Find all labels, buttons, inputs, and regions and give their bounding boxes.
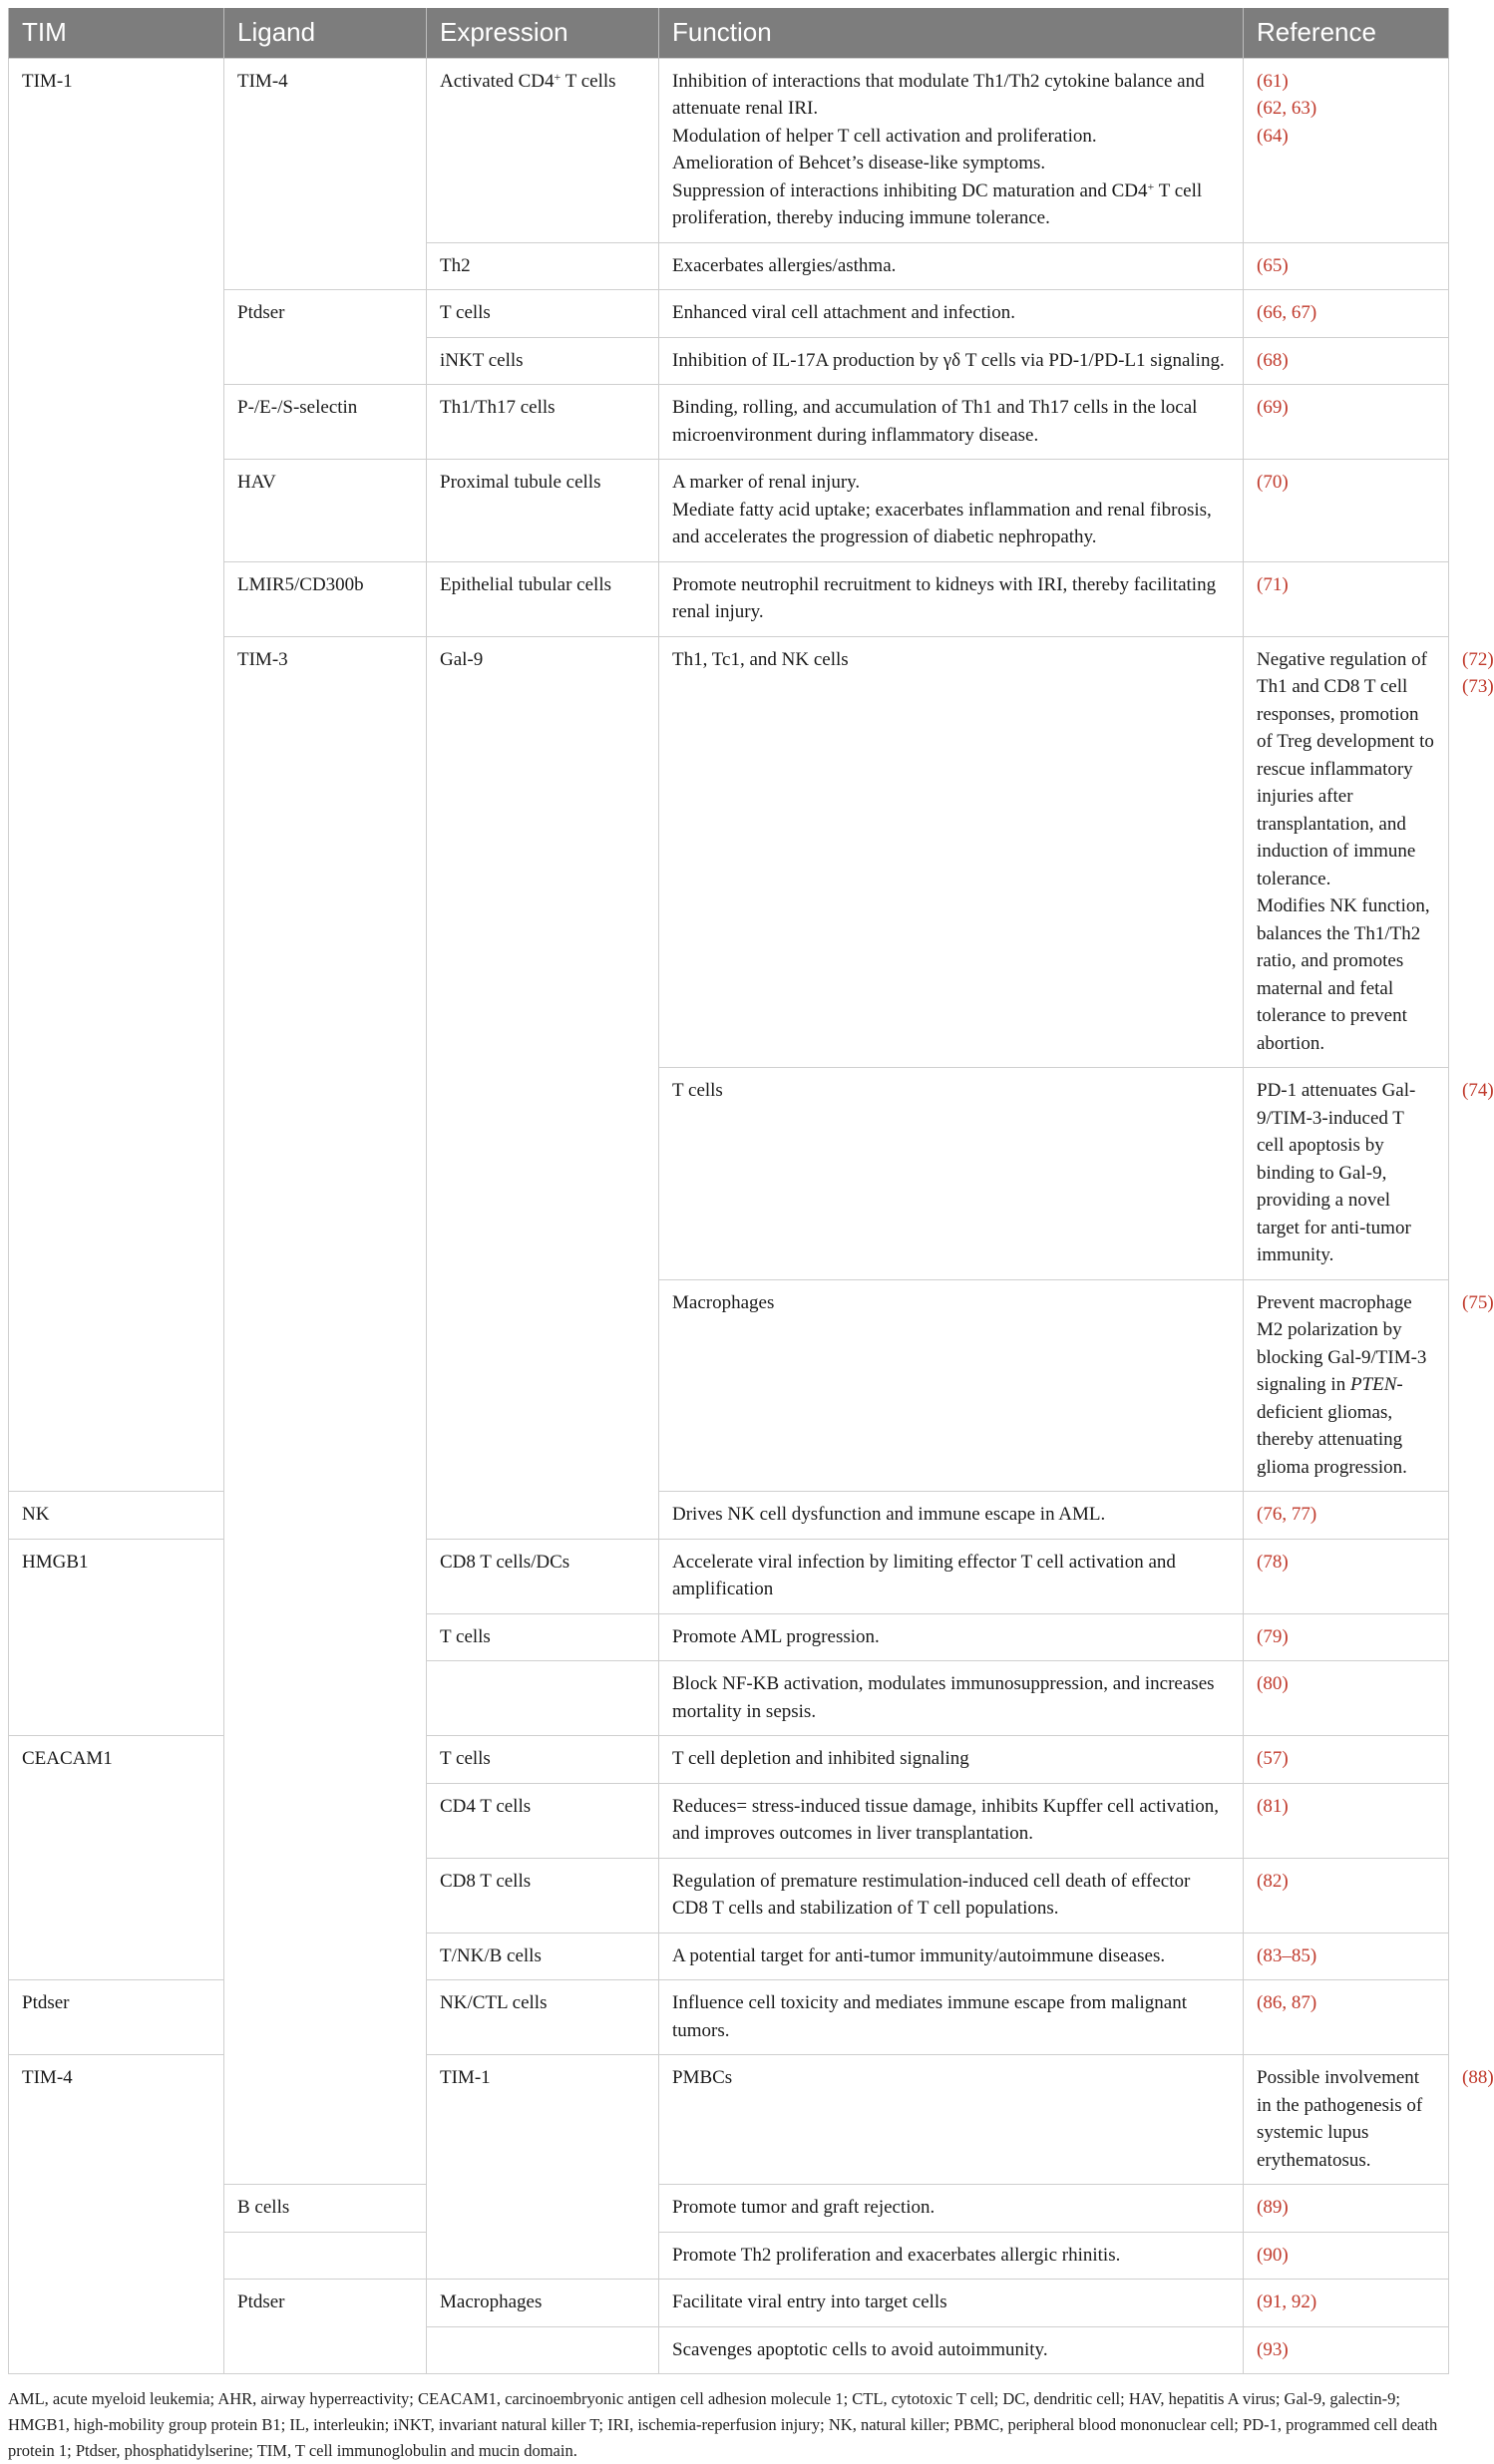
cell-reference [1244, 1736, 1449, 1784]
reference-link[interactable]: (71) [1257, 573, 1289, 595]
cell-reference [1244, 1858, 1449, 1933]
reference-link[interactable]: (91, 92) [1257, 2291, 1317, 2312]
reference-link[interactable]: (76, 77) [1257, 1504, 1317, 1525]
cell-expression: T/NK/B cells [427, 1933, 659, 1980]
reference-link[interactable]: (61) [1257, 70, 1289, 92]
function-line: Facilitate viral entry into target cells [672, 2291, 947, 2312]
cell-reference [1244, 2232, 1449, 2280]
cell-expression: NK [9, 1492, 224, 1540]
cell-expression: CD8 T cells/DCs [427, 1539, 659, 1613]
cell-ligand: CEACAM1 [9, 1736, 224, 1980]
cell-function [659, 1736, 1244, 1784]
cell-reference [1244, 2280, 1449, 2327]
table-row [9, 2232, 1449, 2280]
reference-link[interactable]: (80) [1257, 1673, 1289, 1694]
cell-function [659, 1783, 1244, 1858]
table-row: TIM-4 TIM-1 PMBCs Possible involvement in the pathogenesis of systemic lupus erythematosus. (88) [9, 2055, 1449, 2185]
table-row [9, 58, 1449, 242]
cell-ligand: HAV [224, 460, 427, 562]
cell-expression: Th2 [427, 242, 659, 290]
cell-function [659, 58, 1244, 242]
reference-link[interactable]: (66, 67) [1257, 302, 1317, 323]
cell-reference [1244, 290, 1449, 338]
reference-link[interactable]: (78) [1257, 1551, 1289, 1573]
table-row [9, 561, 1449, 636]
function-line: Possible involvement in the pathogenesis of systemic lupus erythematosus. [1257, 2067, 1423, 2171]
cell-function [659, 385, 1244, 460]
header-function: Function [659, 8, 1244, 58]
function-line: Scavenges apoptotic cells to avoid autoimmunity. [672, 2338, 1048, 2360]
cell-function [659, 2232, 1244, 2280]
table-footnote: AML, acute myeloid leukemia; AHR, airway hyperreactivity; CEACAM1, carcinoembryonic antigen cell adhesion molecule 1; CTL, cytotoxic T cell; DC, dendritic cell; HAV, hepatitis A virus; Gal-9, galectin-9; HMGB1, high-mobility group protein B1; IL, interleukin; iNKT, invariant natural killer T; IRI, ischemia-reperfusion injury; NK, natural killer; PBMC, peripheral blood mononuclear cell; PD-1, programmed cell death protein 1; Ptdser, phosphatidylserine; TIM, T cell immunoglobulin and mucin domain. [8, 2389, 1438, 2460]
cell-function [659, 242, 1244, 290]
function-line: Regulation of premature restimulation-induced cell death of effector CD8 T cells and stabilization of T cell populations. [672, 1870, 1191, 1919]
cell-function [659, 1492, 1244, 1540]
function-line: Inhibition of interactions that modulate Th1/Th2 cytokine balance and attenuate renal IRI. [672, 70, 1205, 119]
cell-expression: T cells [427, 1736, 659, 1784]
cell-function [659, 1933, 1244, 1980]
cell-reference [1244, 1783, 1449, 1858]
cell-function [659, 561, 1244, 636]
function-line: A potential target for anti-tumor immunity/autoimmune diseases. [672, 1944, 1166, 1966]
function-line: Prevent macrophage M2 polarization by blocking Gal-9/TIM-3 signaling in PTEN-deficient gliomas, thereby attenuating glioma progression. [1257, 1291, 1427, 1478]
reference-link[interactable]: (69) [1257, 397, 1289, 418]
reference-link[interactable]: (93) [1257, 2338, 1289, 2360]
cell-expression: iNKT cells [427, 337, 659, 385]
document [8, 8, 1494, 2464]
header-row [9, 8, 1449, 58]
reference-link[interactable]: (68) [1257, 349, 1289, 371]
function-line: Promote Th2 proliferation and exacerbates allergic rhinitis. [672, 2244, 1121, 2266]
cell-function [659, 1661, 1244, 1736]
cell-reference [1244, 1661, 1449, 1736]
cell-expression [427, 1661, 659, 1736]
cell-function [659, 460, 1244, 562]
cell-expression: PMBCs [659, 2055, 1244, 2185]
cell-tim: TIM-4 [9, 2055, 224, 2374]
reference-link[interactable]: (64) [1257, 125, 1289, 147]
cell-expression: CD4 T cells [427, 1783, 659, 1858]
cell-function [659, 2326, 1244, 2374]
function-line: Influence cell toxicity and mediates immune escape from malignant tumors. [672, 1992, 1187, 2041]
function-line: Modifies NK function, balances the Th1/Th2 ratio, and promotes maternal and fetal tolerance to prevent abortion. [1257, 895, 1430, 1054]
cell-ligand: Gal-9 [427, 636, 659, 1539]
function-line: Binding, rolling, and accumulation of Th1 and Th17 cells in the local microenvironment during inflammatory disease. [672, 397, 1198, 446]
cell-reference [1244, 1933, 1449, 1980]
cell-function [659, 290, 1244, 338]
table-row: TIM-3 Gal-9 Th1, Tc1, and NK cells Negative regulation of Th1 and CD8 T cell responses, promotion of Treg development to rescue inflammatory injuries after transplantation, and induction of immune tolerance. Modifies NK function, balances the Th1/Th2 ratio, and promotes maternal and fetal tolerance to prevent abortion. (72) (73) [9, 636, 1449, 1068]
reference-link[interactable]: (70) [1257, 472, 1289, 493]
function-line: Negative regulation of Th1 and CD8 T cell responses, promotion of Treg development to rescue inflammatory injuries after transplantation, and induction of immune tolerance. [1257, 648, 1434, 889]
function-line: Inhibition of IL-17A production by γδ T cells via PD-1/PD-L1 signaling. [672, 349, 1225, 371]
cell-reference [1244, 1539, 1449, 1613]
function-line: Amelioration of Behcet’s disease-like symptoms. [672, 153, 1046, 174]
cell-function [1244, 1068, 1449, 1280]
cell-function [659, 2280, 1244, 2327]
table-row [9, 290, 1449, 338]
table-row [9, 460, 1449, 562]
cell-function [1244, 1279, 1449, 1492]
cell-ligand: Ptdser [9, 1980, 224, 2055]
cell-reference [1244, 561, 1449, 636]
function-line: Promote neutrophil recruitment to kidneys with IRI, thereby facilitating renal injury. [672, 573, 1217, 622]
cell-expression: Th1/Th17 cells [427, 385, 659, 460]
function-line: Block NF-KB activation, modulates immunosuppression, and increases mortality in sepsis. [672, 1673, 1215, 1722]
cell-reference [1244, 460, 1449, 562]
cell-expression: Epithelial tubular cells [427, 561, 659, 636]
function-line: Exacerbates allergies/asthma. [672, 254, 897, 276]
reference-link[interactable]: (57) [1257, 1748, 1289, 1769]
tim-ligand-table [8, 8, 1494, 2374]
function-line: T cell depletion and inhibited signaling [672, 1748, 969, 1769]
cell-reference [1244, 385, 1449, 460]
cell-expression: Macrophages [659, 1279, 1244, 1492]
function-line: Mediate fatty acid uptake; exacerbates inflammation and renal fibrosis, and accelerates the progression of diabetic nephropathy. [672, 499, 1212, 547]
table-row [9, 2280, 1449, 2327]
cell-reference [1244, 337, 1449, 385]
cell-function [659, 1980, 1244, 2055]
table-row [9, 2185, 1449, 2233]
header-ligand: Ligand [224, 8, 427, 58]
cell-expression: CD8 T cells [427, 1858, 659, 1933]
cell-expression: Macrophages [427, 2280, 659, 2327]
cell-reference [1244, 58, 1449, 242]
function-line: Promote AML progression. [672, 1625, 880, 1647]
cell-ligand: TIM-4 [224, 58, 427, 290]
function-line: Modulation of helper T cell activation and proliferation. [672, 125, 1097, 147]
cell-function [1244, 636, 1449, 1068]
cell-function [659, 1858, 1244, 1933]
function-line: Drives NK cell dysfunction and immune escape in AML. [672, 1504, 1106, 1525]
cell-ligand: TIM-1 [427, 2055, 659, 2280]
cell-reference [1244, 2326, 1449, 2374]
function-line: A marker of renal injury. [672, 472, 861, 493]
function-line: Accelerate viral infection by limiting effector T cell activation and amplification [672, 1551, 1176, 1599]
reference-link[interactable]: (83–85) [1257, 1944, 1317, 1966]
cell-ligand: Ptdser [224, 2280, 427, 2374]
cell-reference [1244, 1492, 1449, 1540]
cell-expression: T cells [427, 290, 659, 338]
cell-expression [427, 2326, 659, 2374]
table-header [9, 8, 1449, 58]
cell-expression: Proximal tubule cells [427, 460, 659, 562]
reference-link[interactable]: (82) [1257, 1870, 1289, 1892]
cell-tim: TIM-1 [9, 58, 224, 1492]
table-row: Macrophages Prevent macrophage M2 polarization by blocking Gal-9/TIM-3 signaling in PTEN-deficient gliomas, thereby attenuating glioma progression. (75) [9, 1279, 1449, 1492]
cell-function [659, 337, 1244, 385]
cell-tim: TIM-3 [224, 636, 427, 2185]
cell-function [659, 1539, 1244, 1613]
cell-ligand: Ptdser [224, 290, 427, 385]
reference-link[interactable]: (79) [1257, 1625, 1289, 1647]
table-body [9, 58, 1494, 2374]
reference-link[interactable]: (65) [1257, 254, 1289, 276]
reference-link[interactable]: (89) [1257, 2197, 1289, 2218]
cell-function [659, 1613, 1244, 1661]
cell-reference [1244, 242, 1449, 290]
function-line: Enhanced viral cell attachment and infection. [672, 302, 1015, 323]
cell-function [659, 2185, 1244, 2233]
header-expression: Expression [427, 8, 659, 58]
function-line: Suppression of interactions inhibiting DC maturation and CD4+ T cell proliferation, thereby inducing immune tolerance. [672, 178, 1203, 228]
cell-function [1244, 2055, 1449, 2185]
function-line: PD-1 attenuates Gal-9/TIM-3-induced T cell apoptosis by binding to Gal-9, providing a novel target for anti-tumor immunity. [1257, 1080, 1416, 1265]
header-tim: TIM [9, 8, 224, 58]
reference-link[interactable]: (86, 87) [1257, 1992, 1317, 2013]
function-line: Promote tumor and graft rejection. [672, 2197, 935, 2218]
table-row: T cells PD-1 attenuates Gal-9/TIM-3-induced T cell apoptosis by binding to Gal-9, providing a novel target for anti-tumor immunity. (74) [9, 1068, 1449, 1280]
reference-link[interactable]: (62, 63) [1257, 98, 1317, 119]
cell-ligand: P-/E-/S-selectin [224, 385, 427, 460]
function-line: Reduces= stress-induced tissue damage, inhibits Kupffer cell activation, and improves outcomes in liver transplantation. [672, 1795, 1220, 1844]
cell-reference [1244, 1980, 1449, 2055]
cell-expression: Activated CD4+ T cells [427, 58, 659, 242]
cell-expression [224, 2232, 427, 2280]
cell-ligand: HMGB1 [9, 1539, 224, 1736]
cell-reference [1244, 2185, 1449, 2233]
cell-ligand: LMIR5/CD300b [224, 561, 427, 636]
reference-link[interactable]: (81) [1257, 1795, 1289, 1817]
cell-expression: NK/CTL cells [427, 1980, 659, 2055]
cell-expression: B cells [224, 2185, 427, 2233]
cell-reference [1244, 1613, 1449, 1661]
cell-expression: T cells [427, 1613, 659, 1661]
cell-expression: Th1, Tc1, and NK cells [659, 636, 1244, 1068]
reference-link[interactable]: (90) [1257, 2244, 1289, 2266]
table-row [9, 385, 1449, 460]
cell-expression: T cells [659, 1068, 1244, 1280]
header-reference: Reference [1244, 8, 1449, 58]
